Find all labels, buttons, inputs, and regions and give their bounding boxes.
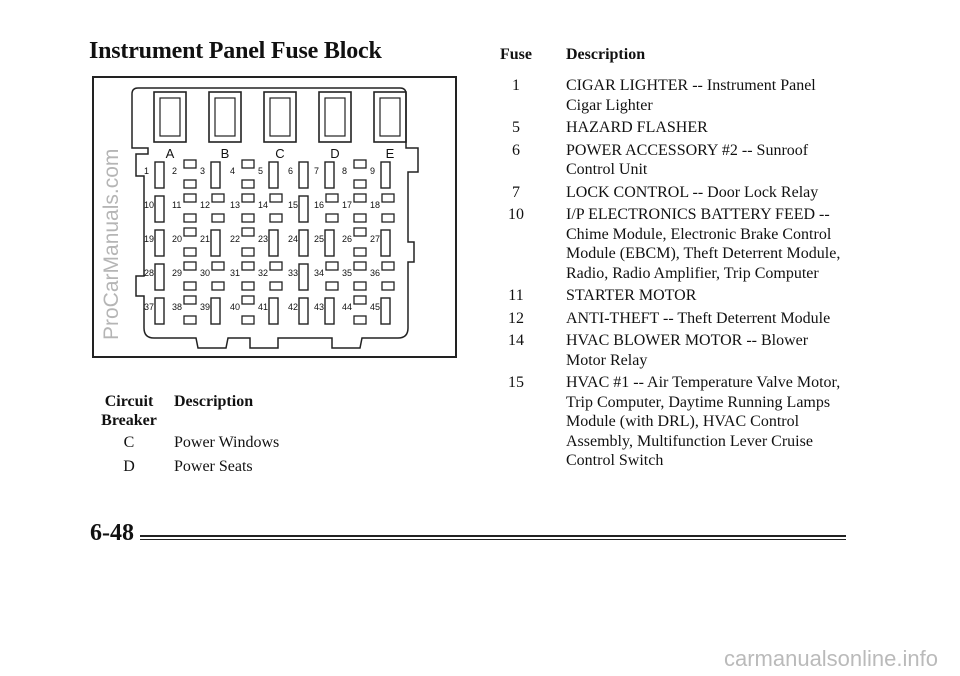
fuse-slot <box>326 262 338 270</box>
fuse-slot <box>184 194 196 202</box>
fuse-number: 5 <box>512 119 520 136</box>
fuse-label: 42 <box>288 302 299 312</box>
page-title: Instrument Panel Fuse Block <box>89 38 382 64</box>
fuse-label: 30 <box>200 268 211 278</box>
fuse-slot <box>354 160 366 168</box>
fuse-slot <box>155 162 164 188</box>
fuse-label: 20 <box>172 234 183 244</box>
circuit-breaker-header: Circuit Breaker <box>101 393 157 429</box>
fuse-label: 26 <box>342 234 353 244</box>
fuse-slot <box>184 228 196 236</box>
relay-slot-inner <box>325 98 345 136</box>
fuse-label: 19 <box>144 234 155 244</box>
fuse-slot <box>354 228 366 236</box>
fuse-label: 43 <box>314 302 325 312</box>
fuse-description: HVAC #1 -- Air Temperature Valve Motor, Trip Computer, Daytime Running Lamps Module (with DRL), HVAC Control Assembly, Multifunction Lever Cruise Control Switch <box>566 374 841 469</box>
fuse-label: 17 <box>342 200 353 210</box>
fuse-label: 29 <box>172 268 183 278</box>
fuse-slot <box>354 248 366 256</box>
relay-label: C <box>275 146 285 161</box>
fuse-slot <box>326 282 338 290</box>
fuse-row <box>492 286 852 306</box>
fuse-slot <box>269 230 278 256</box>
fuse-slot <box>299 162 308 188</box>
fuse-label: 37 <box>144 302 155 312</box>
circuit-breaker-description: Power Windows <box>174 434 280 451</box>
relay-slot-inner <box>270 98 290 136</box>
fuse-slot <box>184 262 196 270</box>
relay-label: D <box>330 146 340 161</box>
fuse-slot <box>155 196 164 222</box>
side-watermark: ProCarManuals.com <box>100 148 123 340</box>
relay-slot-inner <box>380 98 400 136</box>
fuse-slot <box>381 230 390 256</box>
fuse-label: 16 <box>314 200 325 210</box>
fuse-label: 23 <box>258 234 269 244</box>
fuse-slot <box>299 264 308 290</box>
fuse-slot <box>242 248 254 256</box>
fuse-slot <box>325 230 334 256</box>
fuse-description: I/P ELECTRONICS BATTERY FEED -- Chime Module, Electronic Brake Control Module (EBCM), Theft Deterrent Module, Radio, Radio Amplifier, Trip Computer <box>566 206 841 282</box>
fuse-row <box>492 309 852 329</box>
relay-label: A <box>165 146 175 161</box>
fuse-label: 28 <box>144 268 155 278</box>
fuse-label: 8 <box>342 166 348 176</box>
fuse-slot <box>242 262 254 270</box>
fuse-label: 25 <box>314 234 325 244</box>
fuse-label: 1 <box>144 166 150 176</box>
diagram-frame <box>93 77 456 357</box>
fuse-label: 18 <box>370 200 381 210</box>
fuse-slot <box>354 214 366 222</box>
fuse-row <box>492 373 852 471</box>
fuse-slot <box>184 214 196 222</box>
fuse-label: 10 <box>144 200 155 210</box>
fuse-label: 33 <box>288 268 299 278</box>
fuse-slot <box>381 298 390 324</box>
fuse-slot <box>184 160 196 168</box>
fuse-slot <box>242 160 254 168</box>
relay-slot <box>374 92 406 142</box>
fuse-slot <box>155 230 164 256</box>
fuse-header: Fuse <box>500 46 532 63</box>
fuse-slot <box>242 194 254 202</box>
fuse-label: 24 <box>288 234 299 244</box>
fuse-slot <box>184 316 196 324</box>
fuse-slot <box>354 296 366 304</box>
fuse-slot <box>354 194 366 202</box>
fuse-row <box>492 76 852 115</box>
fuse-label: 27 <box>370 234 381 244</box>
fuse-slot <box>354 316 366 324</box>
fuse-label: 41 <box>258 302 269 312</box>
fuse-slot <box>212 194 224 202</box>
fuse-label: 45 <box>370 302 381 312</box>
fuse-slot <box>381 162 390 188</box>
fuse-label: 7 <box>314 166 320 176</box>
fuse-slot <box>354 282 366 290</box>
fuse-label: 21 <box>200 234 211 244</box>
fuse-slot <box>242 316 254 324</box>
fuse-label: 14 <box>258 200 269 210</box>
fuse-slot <box>382 262 394 270</box>
fuse-number: 6 <box>512 141 520 159</box>
fuse-slot <box>325 298 334 324</box>
fuse-slot <box>270 282 282 290</box>
fuse-label: 4 <box>230 166 236 176</box>
fuse-slot <box>354 262 366 270</box>
fuse-slot <box>211 230 220 256</box>
fuse-label: 36 <box>370 268 381 278</box>
fuse-label: 22 <box>230 234 241 244</box>
fuse-slot <box>184 282 196 290</box>
fuse-description: POWER ACCESSORY #2 -- Sunroof Control Unit <box>566 141 809 178</box>
fuse-slot <box>242 214 254 222</box>
relay-label: B <box>220 146 230 161</box>
relay-label: E <box>385 146 395 161</box>
relay-slot <box>319 92 351 142</box>
fuse-label: 38 <box>172 302 183 312</box>
fuse-number: 11 <box>508 287 524 304</box>
fuse-number: 12 <box>508 309 524 327</box>
footer-rule-thin <box>140 539 846 540</box>
fuse-row <box>492 183 852 203</box>
fuse-slot <box>382 214 394 222</box>
fuse-label: 5 <box>258 166 264 176</box>
fuse-description: STARTER MOTOR <box>566 287 697 304</box>
circuit-breaker-description: Power Seats <box>174 458 253 475</box>
fuse-slot <box>211 298 220 324</box>
fuse-description: HAZARD FLASHER <box>566 119 708 136</box>
fuse-label: 40 <box>230 302 241 312</box>
fuse-label: 32 <box>258 268 269 278</box>
fuse-slot <box>212 214 224 222</box>
relay-slot <box>264 92 296 142</box>
fuse-row <box>492 118 852 138</box>
fuse-slot <box>299 196 308 222</box>
fuse-row <box>492 141 852 180</box>
fuse-label: 13 <box>230 200 241 210</box>
fuse-slot <box>299 298 308 324</box>
fuse-row <box>492 205 852 283</box>
fuse-label: 3 <box>200 166 206 176</box>
fuse-description: CIGAR LIGHTER -- Instrument Panel Cigar Lighter <box>566 77 816 114</box>
fuse-label: 44 <box>342 302 353 312</box>
fuse-slot <box>382 282 394 290</box>
fuse-label: 6 <box>288 166 294 176</box>
fuse-block-diagram <box>92 76 457 358</box>
bottom-watermark: carmanualsonline.info <box>723 646 938 671</box>
fuse-number: 1 <box>512 77 520 94</box>
fuse-label: 15 <box>288 200 299 210</box>
fuse-slot <box>212 282 224 290</box>
fuse-number: 14 <box>508 332 524 349</box>
fuse-number: 7 <box>512 183 520 201</box>
circuit-breaker-description-header: Description <box>174 393 254 410</box>
fuse-description: HVAC BLOWER MOTOR -- Blower Motor Relay <box>566 332 809 369</box>
circuit-breaker-id: C <box>123 434 135 451</box>
fuse-slot <box>242 282 254 290</box>
fuse-slot <box>184 296 196 304</box>
fuse-table <box>492 76 852 474</box>
fuse-slot <box>242 180 254 188</box>
fuse-description: LOCK CONTROL -- Door Lock Relay <box>566 183 819 201</box>
fuse-label: 31 <box>230 268 241 278</box>
fuse-slot <box>184 180 196 188</box>
fuse-label: 12 <box>200 200 211 210</box>
fuse-slot <box>212 262 224 270</box>
fuse-slot <box>184 248 196 256</box>
fuse-slot <box>242 296 254 304</box>
fuse-slot <box>354 180 366 188</box>
fuse-label: 39 <box>200 302 211 312</box>
fuse-slot <box>270 194 282 202</box>
fuse-slot <box>242 228 254 236</box>
circuit-breaker-id: D <box>123 458 135 475</box>
fuse-number: 10 <box>508 206 524 223</box>
fuse-slot <box>269 298 278 324</box>
fuse-row <box>492 331 852 370</box>
relay-slot <box>154 92 186 142</box>
fuse-description-header: Description <box>566 46 646 63</box>
fuse-description: ANTI-THEFT -- Theft Deterrent Module <box>566 309 831 327</box>
fuse-slot <box>326 214 338 222</box>
fuse-label: 34 <box>314 268 325 278</box>
fuse-slot <box>299 230 308 256</box>
fuse-slot <box>155 264 164 290</box>
page-number: 6-48 <box>90 520 134 546</box>
fuse-slot <box>325 162 334 188</box>
fuse-number: 15 <box>508 374 524 391</box>
relay-slot-inner <box>160 98 180 136</box>
relay-slot-inner <box>215 98 235 136</box>
fuse-label: 11 <box>172 200 182 210</box>
footer-rule <box>140 535 846 537</box>
fuse-slot <box>155 298 164 324</box>
fuse-label: 9 <box>370 166 376 176</box>
fuse-label: 35 <box>342 268 353 278</box>
fuse-label: 2 <box>172 166 178 176</box>
fuse-slot <box>326 194 338 202</box>
fuse-slot <box>270 262 282 270</box>
fuse-slot <box>269 162 278 188</box>
fuse-slot <box>382 194 394 202</box>
fuse-slot <box>211 162 220 188</box>
fuse-slot <box>270 214 282 222</box>
relay-slot <box>209 92 241 142</box>
